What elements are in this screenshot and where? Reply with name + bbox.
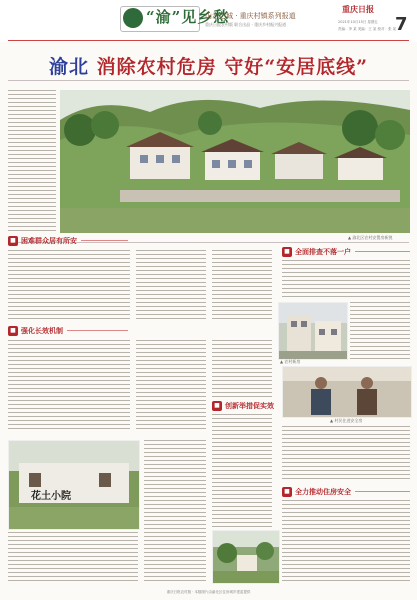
- village-view-photo: [212, 530, 280, 584]
- section-1-text-b: [136, 250, 206, 320]
- section-header-5: [282, 486, 410, 497]
- section-title-1: 困难群众居有所安: [21, 236, 77, 245]
- village-houses-illustration: [60, 90, 410, 233]
- section-rule: [67, 330, 128, 331]
- courtyard-photo: [8, 440, 140, 530]
- section-2-text-b: [136, 340, 206, 430]
- section-rule: [81, 240, 128, 241]
- villagers-illustration: [283, 367, 411, 417]
- page-footer: 重庆日报农村版 · 本版图片由渝北区住房城乡建委提供: [166, 590, 251, 594]
- section-1-text-a: [8, 250, 130, 320]
- section-title-5: 全力推动住房安全: [295, 487, 351, 496]
- section-2-text-a: [8, 340, 130, 430]
- section-marker-icon: ■: [8, 236, 18, 246]
- new-house-photo: [278, 302, 348, 360]
- mid-photo-caption: ▲ 农村新房: [280, 359, 301, 364]
- section-2-text-c: [212, 340, 272, 400]
- column-subtitle: 山水之城 · 重庆村镇系列报道: [205, 12, 296, 20]
- main-photo: [60, 90, 410, 233]
- header-divider: [8, 40, 409, 41]
- village-view-illustration: [213, 531, 279, 583]
- column-logo: “渝”见乡愁: [146, 8, 230, 26]
- section-rule: [355, 251, 410, 252]
- column-subtitle-small: 重庆日报农村版 联合出品 · 重庆乡村振兴报道: [205, 22, 287, 27]
- newspaper-name: 重庆日报: [342, 4, 374, 14]
- editor-credits: 责编：李 某 美编：王 某 校对：张 某: [338, 27, 397, 31]
- section-rule: [355, 491, 410, 492]
- new-house-illustration: [279, 303, 347, 359]
- section-header-2: [8, 325, 128, 336]
- column-logo-emblem-icon: [123, 8, 143, 28]
- section-marker-icon: ■: [8, 326, 18, 336]
- headline-lead: 渝北: [48, 56, 89, 78]
- section-title-4: 全面排查不落一户: [295, 247, 351, 256]
- section-3-text-a: [8, 532, 138, 582]
- section-header-3: [212, 400, 274, 411]
- headline-divider: [8, 80, 409, 81]
- section-3-text-b: [144, 440, 206, 582]
- section-4-text-b: [350, 302, 410, 362]
- main-photo-caption: ▲ 渝北区农村安置房新貌: [348, 235, 393, 240]
- section-header-1: [8, 235, 128, 246]
- mid2-photo-caption: ▲ 村民住进安全房: [330, 418, 363, 423]
- intro-text-column: [8, 90, 56, 232]
- section-4-text-c: [282, 426, 410, 482]
- section-marker-icon: ■: [282, 487, 292, 497]
- section-title-3: 创新举措促实效: [225, 401, 274, 410]
- section-1-text-c: [212, 250, 272, 320]
- section-header-4: [282, 246, 410, 257]
- headline-main: 消除农村危房 守好“安居底线”: [96, 56, 369, 78]
- issue-date: 2021年10月15日 星期五: [338, 20, 378, 24]
- section-title-2: 强化长效机制: [21, 326, 63, 335]
- page-number: 7: [395, 14, 408, 35]
- courtyard-illustration: [9, 441, 139, 529]
- page-headline: [0, 52, 417, 79]
- section-marker-icon: ■: [212, 401, 222, 411]
- villagers-photo: [282, 366, 412, 418]
- section-5-text: [282, 500, 410, 584]
- section-marker-icon: ■: [282, 247, 292, 257]
- courtyard-sign-text: 花土小院: [31, 491, 71, 502]
- section-4-text-a: [282, 260, 410, 300]
